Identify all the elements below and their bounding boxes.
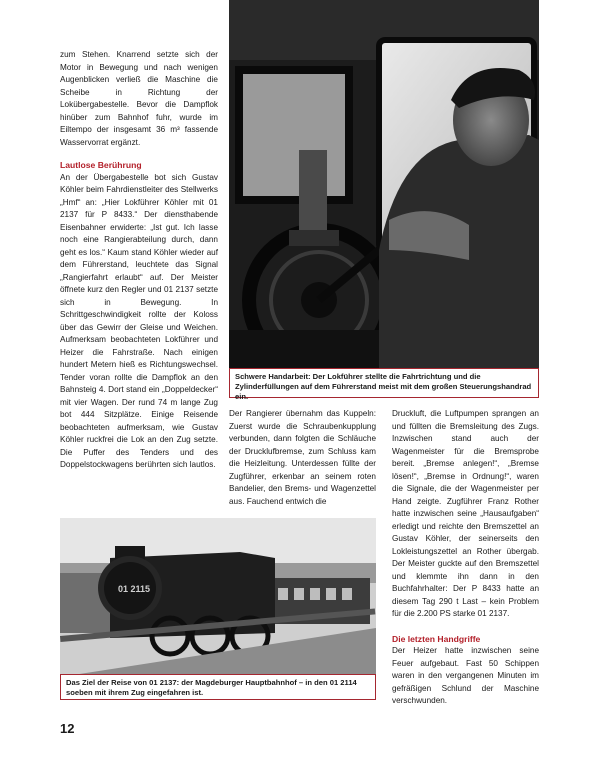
page-number: 12 [60,721,75,736]
caption-top-photo: Schwere Handarbeit: Der Lokführer stellte die Fahrtrichtung und die Zylinderfüllungen auf dem Führerstand meist mit dem großen Steuerungshandrad ein. [229,368,539,398]
text-column-right [392,408,539,708]
loco-number-plate: 01 2115 [118,584,151,594]
section-heading-lautlose: Lautlose Berührung [60,160,142,170]
photo-engine-driver [229,0,539,372]
caption-bottom-photo: Das Ziel der Reise von 01 2137: der Magdeburger Hauptbahnhof – in den 01 2114 soeben mit ihrem Zug eingefahren ist. [60,674,376,700]
body-paragraph-right: Druckluft, die Luftpumpen sprangen an und füllten die Bremsleitung des Zugs. Inzwischen stand auch der Wagenmeister für die Bremsprobe bereit. „Bremse anlegen!“, „Bremse lösen!“, „Bremse in Ordnung!“, waren die Signale, die der Wagenmeister per Hand zeigte. Zugführer Franz Rother hatte inzwischen seine „Hausaufgaben“ erledigt und reichte den Bremszettel an Gustav Köhler, der seinerseits den Lokleistungszettel an Rother übergab. Der Meister guckte auf den Bremszettel und klemmte ihn dann in den Buchfahrhalter: Der P 8433 hatte an diesem Tag 290 t Last – kein Problem für die 2.200 PS starke 01 2137. [392,409,539,618]
body-paragraph-right-2: Der Heizer hatte inzwischen seine Feuer aufgebaut. Fast 50 Schippen waren in den vergangenen Minuten im gefräßigen Schlund der Maschine verschwunden. [392,646,539,705]
text-column-middle [229,408,376,508]
body-paragraph-middle: Der Rangierer übernahm das Kuppeln: Zuerst wurde die Schraubenkupplung verbunden, dann folgten die Schläuche der Drucklufbremse, zum Schluss kam die Heizleitung. Unterdessen füllte der Zugführer, erkenbar an seinem roten Bandelier, den Brems- und Wagenzettel aus. Fauchend entwich die [229,409,376,506]
section-heading-handgriffe: Die letzten Handgriffe [392,633,481,644]
photo-magdeburg-station [60,518,376,677]
body-paragraph-left: An der Übergabestelle bot sich Gustav Köhler beim Fahrdienstleiter des Stellwerks „Hmf“ an: „Hier Lokführer Köhler mit 01 2137 für P 8433.“ Der diensthabende Eisenbahner erwiderte: „Ist gut. Ich lasse noch eine Rangierabteilung durch, dann geht es los.“ Kaum stand Köhler wieder auf dem Führerstand, leuchtete das Signal „Rangierfahrt erlaubt“ auf. Der Meister öffnete kurz den Regler und 01 2137 setzte sich in Bewegung. In Schrittgeschwindigkeit rollte der Koloss über das Gewirr der Gleise und Weichen. Aufmerksam beobachteten Lokführer und Heizer die Fahrstraße. Nach einigen hundert Metern hieß es Richtungswechsel. Tender voran rollte die Dampflok an den Bahnsteig 4. Dort stand ein „Doppeldecker“ mit vier Wagen. Der rund 74 m lange Zug bot 444 Sitzplätze. Einige Reisende beobachteten aufmerksam, wie Gustav Köhler ruckfrei die Lok an den Zug setzte. Die Puffer des Tenders und des Doppelstockwagens berührten sich lautlos. [60,172,218,469]
intro-paragraph: zum Stehen. Knarrend setzte sich der Motor in Bewegung und nach wenigen Augenblicken verließ die Maschine die Scheibe in Richtung der Lokübergabestelle. Bevor die Dampflok hinüber zum Bahnhof fuhr, wurde im Eiltempo der insgesamt 36 m³ fassende Wasservorrat ergänzt. [60,50,218,147]
text-column-left [60,49,218,472]
